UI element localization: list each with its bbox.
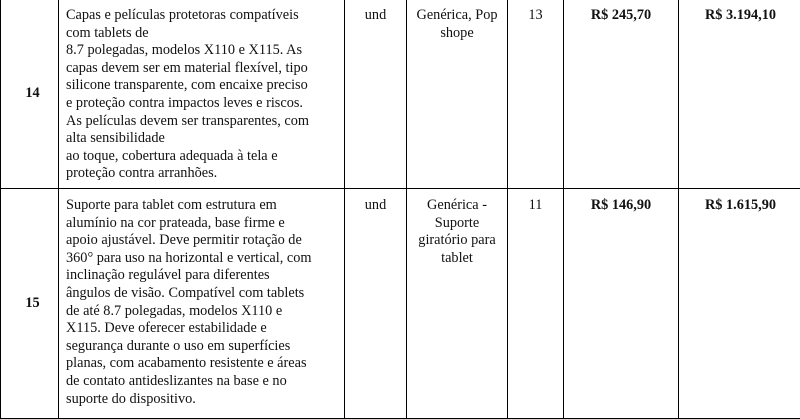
description-line: alumínio na cor prateada, base firme e <box>66 215 336 233</box>
item-number: 15 <box>25 295 39 311</box>
item-number-cell <box>1 0 59 189</box>
description-line: de até 8.7 polegadas, modelos X110 e <box>66 303 336 321</box>
description-line: de contato antideslizantes na base e no <box>66 373 336 391</box>
description-line: capas devem ser em material flexível, tipo <box>66 60 336 78</box>
item-unit: und <box>365 7 386 23</box>
description-line: ângulos de visão. Compatível com tablets <box>66 285 336 303</box>
description-line: 360° para uso na horizontal e vertical, com <box>66 250 336 268</box>
description-line: segurança durante o uso em superfícies <box>66 338 336 356</box>
description-line: silicone transparente, com encaixe preciso <box>66 77 336 95</box>
item-brand-cell <box>407 0 508 189</box>
description-line: Suporte para tablet com estrutura em <box>66 197 336 215</box>
description-line: 8.7 polegadas, modelos X110 e X115. As <box>66 42 336 60</box>
item-description-cell <box>59 0 345 189</box>
item-unit-price: R$ 146,90 <box>591 197 651 213</box>
item-number-cell <box>1 189 59 419</box>
item-unit: und <box>365 197 386 213</box>
description-line: apoio ajustável. Deve permitir rotação de <box>66 232 336 250</box>
item-description-cell <box>59 189 345 419</box>
item-unit-price-cell <box>564 0 679 189</box>
item-unit-price: R$ 245,70 <box>591 7 651 23</box>
item-quantity-cell <box>508 0 564 189</box>
table-row <box>1 189 800 419</box>
description-line: Capas e películas protetoras compatíveis <box>66 7 336 25</box>
item-quantity: 13 <box>528 7 542 23</box>
description-line: proteção contra arranhões. <box>66 165 336 183</box>
description-line: X115. Deve oferecer estabilidade e <box>66 320 336 338</box>
item-unit-cell <box>345 0 407 189</box>
item-total-price: R$ 3.194,10 <box>705 7 776 23</box>
item-quantity: 11 <box>529 197 543 213</box>
description-line: As películas devem ser transparentes, com <box>66 113 336 131</box>
item-total-price-cell <box>679 189 800 419</box>
description-line: ao toque, cobertura adequada à tela e <box>66 148 336 166</box>
brand-line: Suporte <box>413 215 501 233</box>
description-line: e proteção contra impactos leves e riscos. <box>66 95 336 113</box>
brand-line: Genérica - <box>413 197 501 215</box>
item-unit-price-cell <box>564 189 679 419</box>
table-row <box>1 0 800 189</box>
description-line: alta sensibilidade <box>66 130 336 148</box>
brand-line: tablet <box>413 250 501 268</box>
item-total-price-cell <box>679 0 800 189</box>
item-total-price: R$ 1.615,90 <box>705 197 776 213</box>
item-number: 14 <box>25 85 39 101</box>
description-line: planas, com acabamento resistente e áreas <box>66 355 336 373</box>
brand-line: Genérica, Pop <box>413 7 501 25</box>
item-brand-cell <box>407 189 508 419</box>
description-line: suporte do dispositivo. <box>66 391 336 409</box>
item-unit-cell <box>345 189 407 419</box>
item-quantity-cell <box>508 189 564 419</box>
description-line: com tablets de <box>66 25 336 43</box>
description-line: inclinação regulável para diferentes <box>66 267 336 285</box>
brand-line: giratório para <box>413 232 501 250</box>
brand-line: shope <box>413 25 501 43</box>
